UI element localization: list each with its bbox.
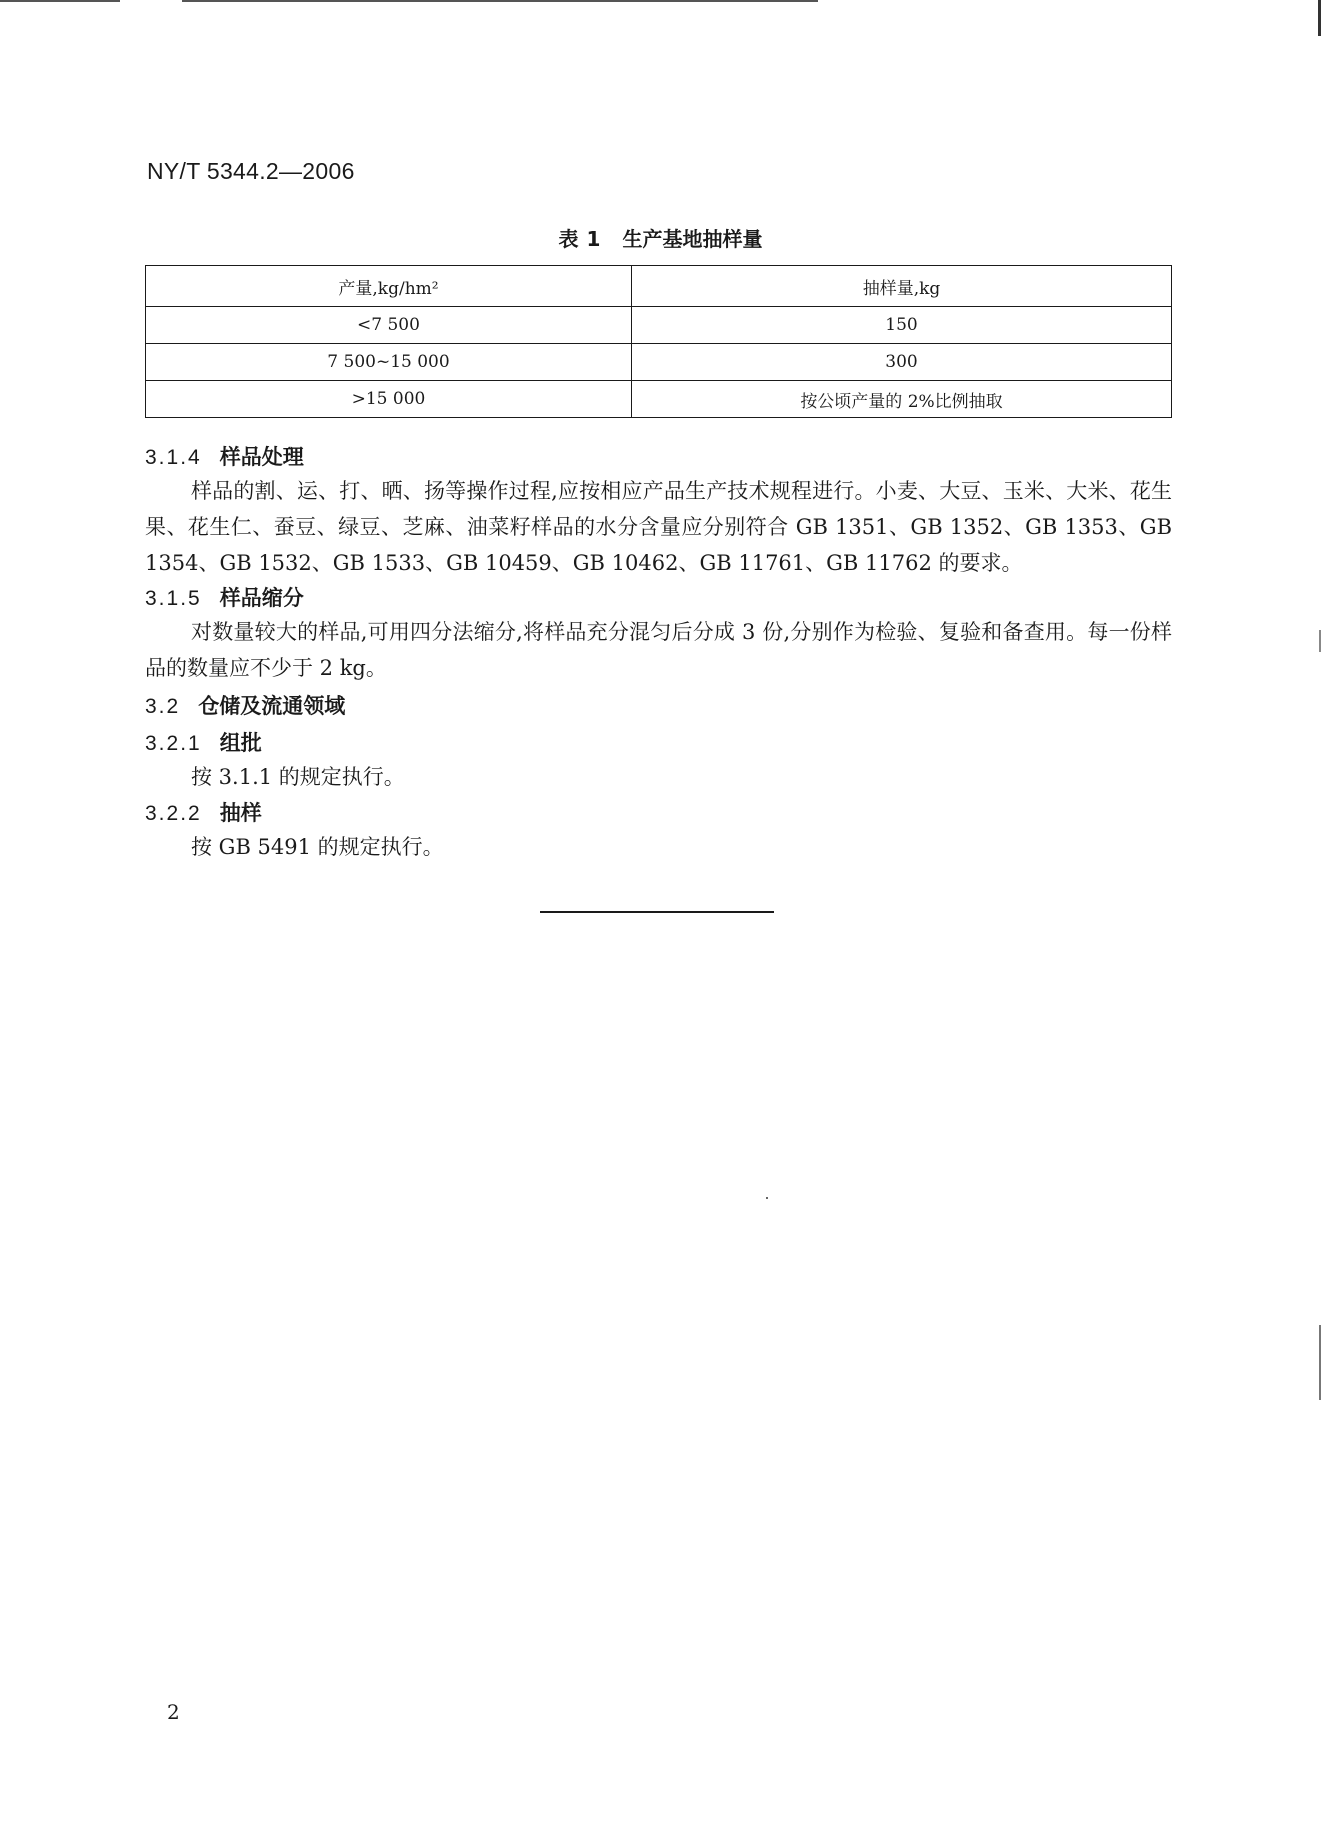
section-body-3-1-4: 样品的割、运、打、晒、扬等操作过程,应按相应产品生产技术规程进行。小麦、大豆、玉米、大米、花生果、花生仁、蚕豆、绿豆、芝麻、油菜籽样品的水分含量应分别符合 GB 1351、GB 1352、GB 1353、GB 1354、GB 1532、GB 1533、GB 10459、GB 10462、GB 11761、GB 11762 的要求。 (145, 479, 1172, 575)
table-caption-prefix: 表 (558, 227, 579, 251)
table-cell-sample-amount: 按公顷产量的 2%比例抽取 (632, 381, 1172, 418)
sampling-quantity-table (145, 265, 1172, 418)
table-cell-yield: >15 000 (146, 381, 632, 418)
table-cell-sample-amount: 150 (632, 307, 1172, 344)
section-number: 3.2.2 (145, 802, 202, 825)
section-number: 3.1.5 (145, 587, 202, 610)
section-title: 样品处理 (219, 445, 304, 469)
table-caption-number: 1 (586, 227, 601, 251)
table-caption-title: 生产基地抽样量 (622, 227, 763, 251)
section-title: 仓储及流通领域 (198, 694, 346, 718)
section-heading-3-2-2 (145, 797, 262, 827)
document-code: NY/T 5344.2—2006 (147, 158, 355, 184)
section-title: 组批 (219, 731, 262, 755)
table-header-row (146, 266, 1172, 307)
table-cell-yield: 7 500~15 000 (146, 344, 632, 381)
section-number: 3.2.1 (145, 732, 202, 755)
scan-speck (766, 1197, 768, 1199)
end-of-document-rule (540, 911, 774, 913)
column-header-yield: 产量,kg/hm² (146, 266, 632, 307)
table-row (146, 344, 1172, 381)
section-heading-3-2 (145, 690, 345, 720)
section-title: 抽样 (219, 801, 262, 825)
section-number: 3.2 (145, 695, 181, 718)
scan-border-line (182, 0, 818, 2)
table-cell-sample-amount: 300 (632, 344, 1172, 381)
page-number: 2 (167, 1700, 180, 1724)
column-header-sample-amount: 抽样量,kg (632, 266, 1172, 307)
section-heading-3-1-4 (145, 441, 304, 471)
table-row (146, 381, 1172, 418)
section-heading-3-1-5 (145, 582, 304, 612)
section-number: 3.1.4 (145, 446, 202, 469)
section-body-3-2-1: 按 3.1.1 的规定执行。 (191, 765, 405, 789)
scan-border-line (0, 0, 120, 2)
section-body-3-1-5: 对数量较大的样品,可用四分法缩分,将样品充分混匀后分成 3 份,分别作为检验、复验和备查用。每一份样品的数量应不少于 2 kg。 (145, 620, 1172, 680)
table-cell-yield: <7 500 (146, 307, 632, 344)
section-heading-3-2-1 (145, 727, 262, 757)
table-row (146, 307, 1172, 344)
table-caption (0, 223, 1321, 252)
section-title: 样品缩分 (219, 586, 304, 610)
section-body-3-2-2: 按 GB 5491 的规定执行。 (191, 835, 444, 859)
